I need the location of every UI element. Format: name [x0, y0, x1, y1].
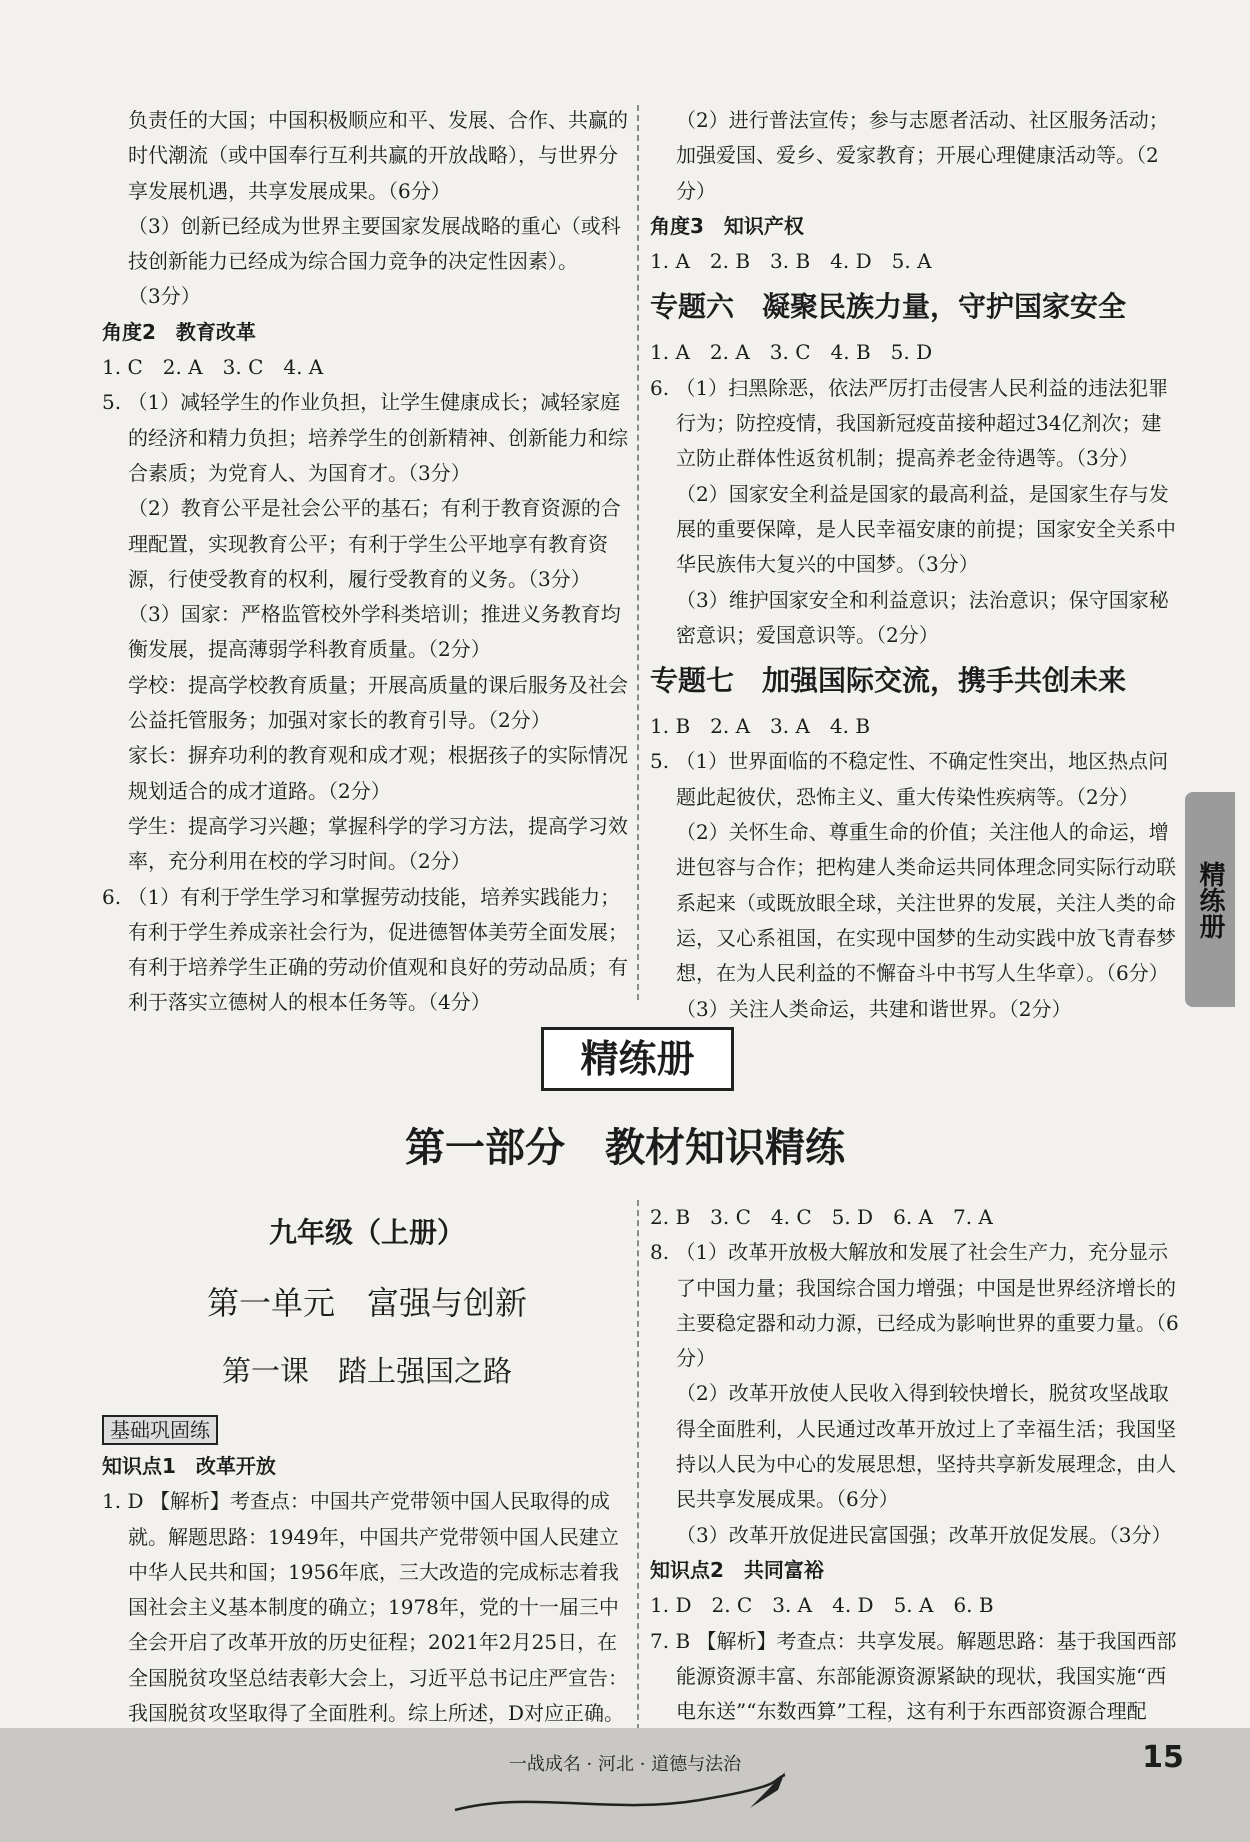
- answer-q6-3: （3）维护国家安全和利益意识；法治意识；保守国家秘密意识；爱国意识等。（2分）: [676, 587, 1169, 647]
- text-line: 享发展机遇，共享发展成果。（6分）: [128, 178, 451, 203]
- knowledge-point-heading: 知识点2 共同富裕: [650, 1557, 824, 1582]
- text-line: 负责任的大国；中国积极顺应和平、发展、合作、共赢的: [128, 108, 628, 132]
- choice-answers: 1. A 2. B 3. B 4. D 5. A: [650, 249, 932, 274]
- answer-q7: 7. B 【解析】考查点：共享发展。解题思路：基于我国西部能源资源丰富、东部能源资源紧缺的现状，我国实施“西电东送”“东数西算”工程，这有利于东西部资源合理配: [650, 1628, 1177, 1724]
- part-title: 第一部分 教材知识精练: [405, 1125, 845, 1171]
- unit-heading: 第一单元 富强与创新: [206, 1284, 527, 1322]
- choice-answers: 1. C 2. A 3. C 4. A: [102, 355, 324, 380]
- column-divider: [637, 1200, 639, 1740]
- answer-q6: 6. （1）有利于学生学习和掌握劳动技能，培养实践能力；有利于学生养成亲社会行为，促进德智体美劳全面发展；有利于培养学生正确的劳动价值观和良好的劳动品质；有利于落实立德树人的根本任务等。（4分）: [102, 884, 628, 1015]
- topic-heading: 专题六 凝聚民族力量，守护国家安全: [650, 290, 1127, 324]
- answer-q8-3: （3）改革开放促进民富国强；改革开放促发展。（3分）: [676, 1522, 1172, 1547]
- side-tab: 精练册: [1185, 792, 1235, 1007]
- column-divider: [637, 105, 639, 1000]
- top-left-column: [102, 103, 632, 1021]
- topic-heading: 专题七 加强国际交流，携手共创未来: [650, 664, 1127, 698]
- answer-q5-6: 学生：提高学习兴趣；掌握科学的学习方法，提高学习效率，充分利用在校的学习时间。（2分）: [128, 813, 628, 874]
- answer-q6-1: 6. （1）扫黑除恶，依法严厉打击侵害人民利益的违法犯罪行为；防控疫情，我国新冠疫苗接种超过34亿剂次；建立防止群体性返贫机制；提高养老金待遇等。（3分）: [650, 375, 1169, 471]
- text-line: 技创新能力已经成为综合国力竞争的决定性因素）。: [128, 249, 578, 274]
- choice-answers: 2. B 3. C 4. C 5. D 6. A 7. A: [650, 1205, 993, 1229]
- knowledge-point-heading: 知识点1 改革开放: [102, 1454, 276, 1478]
- text-line: （2）进行普法宣传；参与志愿者活动、社区服务活动；加强爱国、爱乡、爱家教育；开展心理健康活动等。（2分）: [676, 108, 1169, 203]
- answer-q5-2: （2）教育公平是社会公平的基石；有利于教育资源的合理配置，实现教育公平；有利于学生公平地享有教育资源，行使受教育的权利，履行受教育的义务。（3分）: [128, 496, 621, 591]
- bottom-right-column: [650, 1200, 1180, 1729]
- answer-q5-5: 家长：摒弃功利的教育观和成才观；根据孩子的实际情况规划适合的成才道路。（2分）: [128, 743, 628, 803]
- text-line: （3）创新已经成为世界主要国家发展战略的重心（或科: [128, 213, 621, 238]
- answer-q8-1: 8. （1）改革开放极大解放和发展了社会生产力，充分显示了中国力量；我国综合国力增强；中国是世界经济增长的主要稳定器和动力源，已经成为影响世界的重要力量。（6分）: [650, 1240, 1179, 1371]
- choice-answers: 1. B 2. A 3. A 4. B: [650, 714, 871, 739]
- answer-q8-2: （2）改革开放使人民收入得到较快增长，脱贫攻坚战取得全面胜利，人民通过改革开放过上了幸福生活；我国坚持以人民为中心的发展思想，坚持共享新发展理念，由人民共享发展成果。（6分）: [676, 1381, 1176, 1512]
- choice-answers: 1. A 2. A 3. C 4. B 5. D: [650, 340, 933, 365]
- answer-q1: 1. D 【解析】考查点：中国共产党带领中国人民取得的成就。解题思路：1949年，中国共产党带领中国人民建立中华人民共和国；1956年底，三大改造的完成标志着我国社会主义基本制度的确立；1978年，党的十一届三中全会开启了改革开放的历史征程；2021年2月25日，在全国脱贫攻坚总结表彰大会上，习近平总书记庄严宣告：我国脱贫攻坚取得了全面胜利。综上所述，D对应正确。: [102, 1489, 628, 1726]
- answer-q5-3: （3）关注人类命运，共建和谐世界。（2分）: [676, 996, 1072, 1021]
- text-line: （3分）: [128, 284, 201, 309]
- text-line: 时代潮流（或中国奉行互利共赢的开放战略），与世界分: [128, 143, 618, 168]
- practice-tag: 基础巩固练: [102, 1415, 218, 1445]
- answer-q5-1: 5. （1）世界面临的不稳定性、不确定性突出，地区热点问题此起彼伏，恐怖主义、重大传染性疾病等。（2分）: [650, 749, 1169, 809]
- choice-answers: 1. D 2. C 3. A 4. D 5. A 6. B: [650, 1593, 994, 1618]
- answer-q6-2: （2）国家安全利益是国家的最高利益，是国家生存与发展的重要保障，是人民幸福安康的前提；国家安全关系中华民族伟大复兴的中国梦。（3分）: [676, 481, 1176, 577]
- book-section-box: 精练册: [541, 1027, 734, 1091]
- answer-q5-1: 5. （1）减轻学生的作业负担，让学生健康成长；减轻家庭的经济和精力负担；培养学生的创新精神、创新能力和综合素质；为党育人、为国育才。（3分）: [102, 390, 628, 485]
- answer-q5-2: （2）关怀生命、尊重生命的价值；关注他人的命运，增进包容与合作；把构建人类命运共同体理念同实际行动联系起来（或既放眼全球，关注世界的发展，关注人类的命运，又心系祖国，在实现中国梦的生动实践中放飞青春梦想，在为人民利益的不懈奋斗中书写人生华章）。（6分）: [676, 820, 1176, 986]
- answer-q5-4: 学校：提高学校教育质量；开展高质量的课后服务及社会公益托管服务；加强对家长的教育引导。（2分）: [128, 672, 628, 733]
- footer-title: 一战成名 · 河北 · 道德与法治: [508, 1754, 742, 1775]
- answer-q5-3: （3）国家：严格监管校外学科类培训；推进义务教育均衡发展，提高薄弱学科教育质量。（2分）: [128, 602, 621, 662]
- pen-swash-icon: [450, 1770, 790, 1820]
- top-right-column: [650, 103, 1180, 1027]
- section-heading: 角度3 知识产权: [650, 213, 804, 238]
- grade-heading: 九年级（上册）: [268, 1216, 465, 1249]
- lesson-heading: 第一课 踏上强国之路: [221, 1354, 512, 1388]
- page-number: 15: [1142, 1740, 1184, 1775]
- section-heading: 角度2 教育改革: [102, 319, 256, 344]
- bottom-left-column: [102, 1205, 632, 1731]
